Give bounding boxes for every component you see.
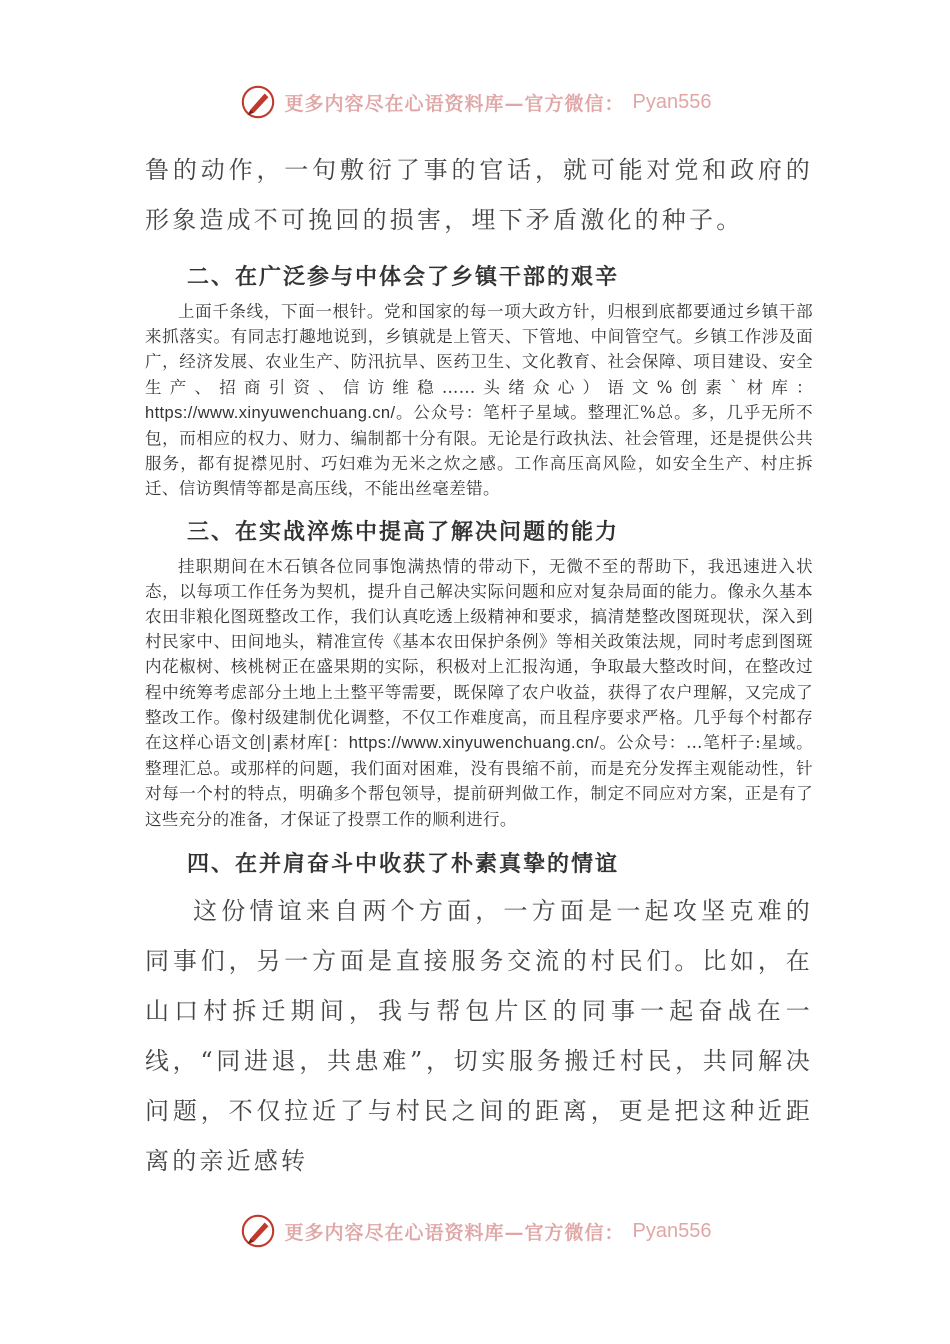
banner-text: 更多内容尽在心语资料库—官方微信： [284,1221,625,1244]
section-3-paragraph [145,554,813,832]
banner-text: 更多内容尽在心语资料库—官方微信： [284,92,625,115]
banner-wechat-id: Pyan556 [632,90,712,113]
section-2-text-a: 上面千条线，下面一根针。党和国家的每一项大政方针，归根到底都要通过乡镇干部来抓落实。有同志打趣地说到，乡镇就是上管天、下管地、中间管空气。乡镇工作涉及面广，经济发展、农业生产、防汛抗旱、医药卫生、文化教育、社会保障、项目建设、安全生产、招商引资、信访维稳……头绪众心）语文%创素`材库： [145,302,813,397]
section-2-paragraph [145,299,813,502]
section-4-heading: 四、在并肩奋斗中收获了朴素真挚的情谊 [187,850,620,877]
intro-paragraph: 鲁的动作，一句敷衍了事的官话，就可能对党和政府的形象造成不可挽回的损害，埋下矛盾激化的种子。 [145,156,813,234]
section-2-url: https://www.xinyuwenchuang.cn/ [145,403,396,422]
pen-circle-icon [239,1212,277,1250]
section-4-paragraph: 这份情谊来自两个方面，一方面是一起攻坚克难的同事们，另一方面是直接服务交流的村民们。比如，在山口村拆迁期间，我与帮包片区的同事一起奋战在一线，“同进退，共患难”，切实服务搬迁村民，共同解决问题，不仅拉近了与村民之间的距离，更是把这种近距离的亲近感转 [145,896,813,1175]
footer-watermark-banner [0,1211,950,1251]
banner-wechat-id: Pyan556 [632,1219,712,1242]
document-body [145,145,813,1186]
section-3-text-a: 挂职期间在木石镇各位同事饱满热情的带动下，无微不至的帮助下，我迅速进入状态，以每项工作任务为契机，提升自己解决实际问题和应对复杂局面的能力。像永久基本农田非粮化图斑整改工作，我们认真吃透上级精神和要求，搞清楚整改图斑现状，深入到村民家中、田间地头，精准宣传《基本农田保护条例》等相关政策法规，同时考虑到图斑内花椒树、核桃树正在盛果期的实际，积极对上汇报沟通，争取最大整改时间，在整改过程中统筹考虑部分土地上土整平等需要，既保障了农户收益，获得了农户理解，又完成了整改工作。像村级建制优化调整，不仅工作难度高，而且程序要求严格。几乎每个村都存在这样心语文创|素材库[： [145,556,813,753]
pen-circle-icon [239,83,277,121]
section-3-text-b: 。公众号：…笔杆子:星域。整理汇总。或那样的问题，我们面对困难，没有畏缩不前，而是充分发挥主观能动性，针对每一个村的特点，明确多个帮包领导，提前研判做工作，制定不同应对方案，正是有了这些充分的准备，才保证了投票工作的顺利进行。 [145,733,813,829]
section-3-heading: 三、在实战淬炼中提高了解决问题的能力 [187,518,620,545]
section-2-text-b: 。公众号：笔杆子星域。整理汇%总。多，几乎无所不包，而相应的权力、财力、编制都十分有限。无论是行政执法、社会管理，还是提供公共服务，都有捉襟见肘、巧妇难为无米之炊之感。工作高压高风险，如安全生产、村庄拆迁、信访舆情等都是高压线，不能出丝毫差错。 [145,402,813,499]
section-3-url: https://www.xinyuwenchuang.cn/ [348,734,600,753]
section-2-heading: 二、在广泛参与中体会了乡镇干部的艰辛 [187,264,620,290]
header-watermark-banner [0,82,950,122]
